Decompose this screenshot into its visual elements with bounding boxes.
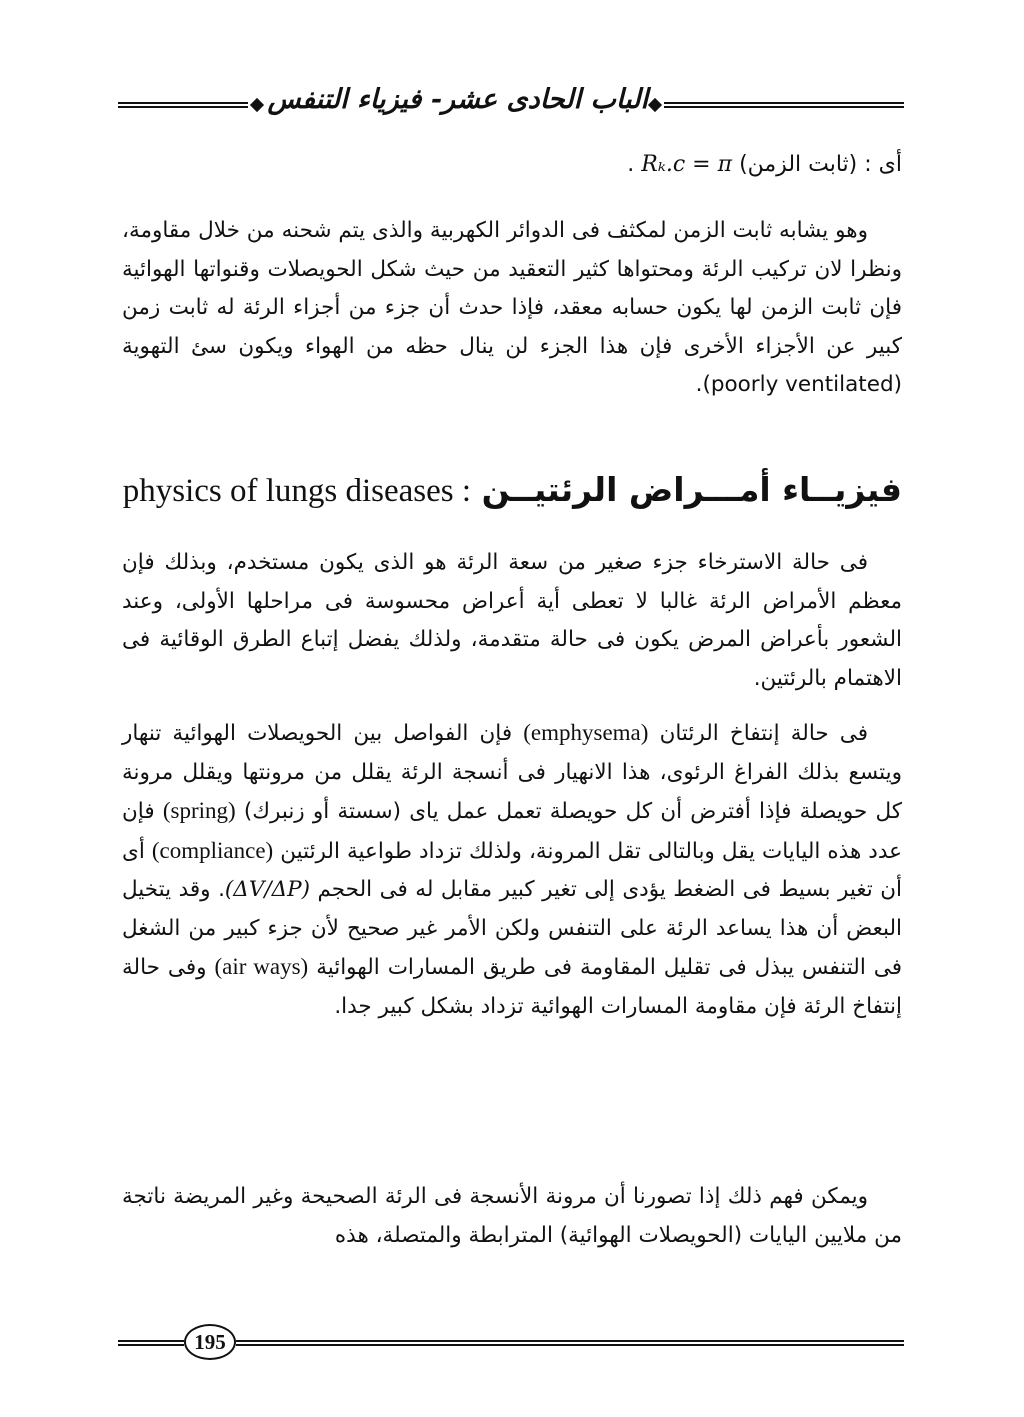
- term-spring: (spring): [162, 798, 236, 823]
- paragraph-relaxation: [122, 544, 902, 698]
- time-constant-line: [122, 148, 902, 182]
- header-diamond-right: [648, 98, 662, 112]
- section-title-english: physics of lungs diseases :: [122, 473, 472, 509]
- footer-rule-right: [236, 1340, 904, 1346]
- paragraph-text: [122, 714, 902, 1026]
- text-run: وفى حالة إنتفاخ الرئة فإن مقاومة المسارات الهوائية تزداد بشكل كبير جدا.: [122, 955, 902, 1019]
- chapter-title: الباب الحادى عشر- فيزياء التنفس: [267, 84, 648, 115]
- text-run: فى حالة إنتفاخ الرئتان: [659, 721, 868, 746]
- term-air-ways: (air ways): [214, 954, 309, 979]
- header-rule-left: [118, 102, 248, 108]
- text-run: . وقد يتخيل البعض أن هذا يساعد الرئة على التنفس ولكن الأمر غير صحيح لأن جزء كبير من الشغل فى التنفس يبذل فى تقليل المقاومة فى طريق المسارات الهوائية: [122, 877, 902, 980]
- paragraph-text: فى حالة الاسترخاء جزء صغير من سعة الرئة هو الذى يكون مستخدم، وبذلك فإن معظم الأمراض الرئة غالبا لا تعطى أية أعراض محسوسة فى مراحلها الأولى، وعند الشعور بأعراض المرض يكون فى حالة متقدمة، ولذلك يفضل إتباع الطرق الوقائية فى الاهتمام بالرئتين.: [122, 550, 902, 691]
- footer-rule-left: [118, 1340, 184, 1346]
- text-run: فإن الفواصل بين الحويصلات الهوائية تنهار ويتسع بذلك الفراغ الرئوى، هذا الانهيار فى أنسجة الرئة يقلل من مرونتها ويقلل مرونة كل حويصلة فإذا أفترض أن كل حويصلة تعمل عمل ياى (سستة أو زنبرك): [122, 721, 903, 824]
- paragraph-text: ويمكن فهم ذلك إذا تصورنا أن مرونة الأنسجة فى الرئة الصحيحة وغير المريضة ناتجة من ملايين اليايات (الحويصلات الهوائية) المترابطة والمتصلة، هذه: [122, 1184, 902, 1248]
- text-run: أى أن تغير بسيط فى الضغط يؤدى إلى تغير كبير مقابل له فى الحجم: [122, 838, 902, 902]
- header-rule-right: [664, 102, 904, 108]
- paragraph-text: وهو يشابه ثابت الزمن لمكثف فى الدوائر الكهربية والذى يتم شحنه من خلال مقاومة، ونظرا لان تركيب الرئة ومحتواها كثير التعقيد من حيث شكل الحويصلات وقنواتها الهوائية فإن ثابت الزمن لها يكون حسابه معقد، فإذا حدث أن جزء من أجزاء الرئة له ثابت زمن كبير عن الأجزاء الأخرى فإن هذا الجزء لن ينال حظه من الهواء ويكون سئ التهوية (poorly ventilated).: [122, 218, 902, 397]
- section-heading: [122, 466, 902, 515]
- running-header: [118, 80, 904, 130]
- section-title-arabic: فيزيــاء أمـــراض الرئتيــن: [481, 470, 902, 509]
- time-constant-formula: Rₖ.c = π: [641, 152, 733, 177]
- header-diamond-left: [250, 98, 264, 112]
- page-number: 195: [184, 1324, 236, 1360]
- term-emphysema: (emphysema): [523, 720, 649, 745]
- time-constant-label: أى : (ثابت الزمن): [739, 152, 902, 177]
- term-compliance: (compliance): [151, 837, 274, 863]
- formula-end: .: [627, 152, 642, 177]
- term-volume-pressure-ratio: (ΔV/ΔP): [224, 877, 310, 902]
- paragraph-emphysema: [122, 714, 902, 1026]
- paragraph-time-constant: [122, 212, 902, 405]
- text-run: فإن عدد هذه اليايات يقل وبالتالى تقل المرونة، ولذلك تزداد طواعية الرئتين: [122, 799, 902, 864]
- paragraph-elasticity: [122, 1178, 902, 1255]
- page-footer: [118, 1318, 904, 1368]
